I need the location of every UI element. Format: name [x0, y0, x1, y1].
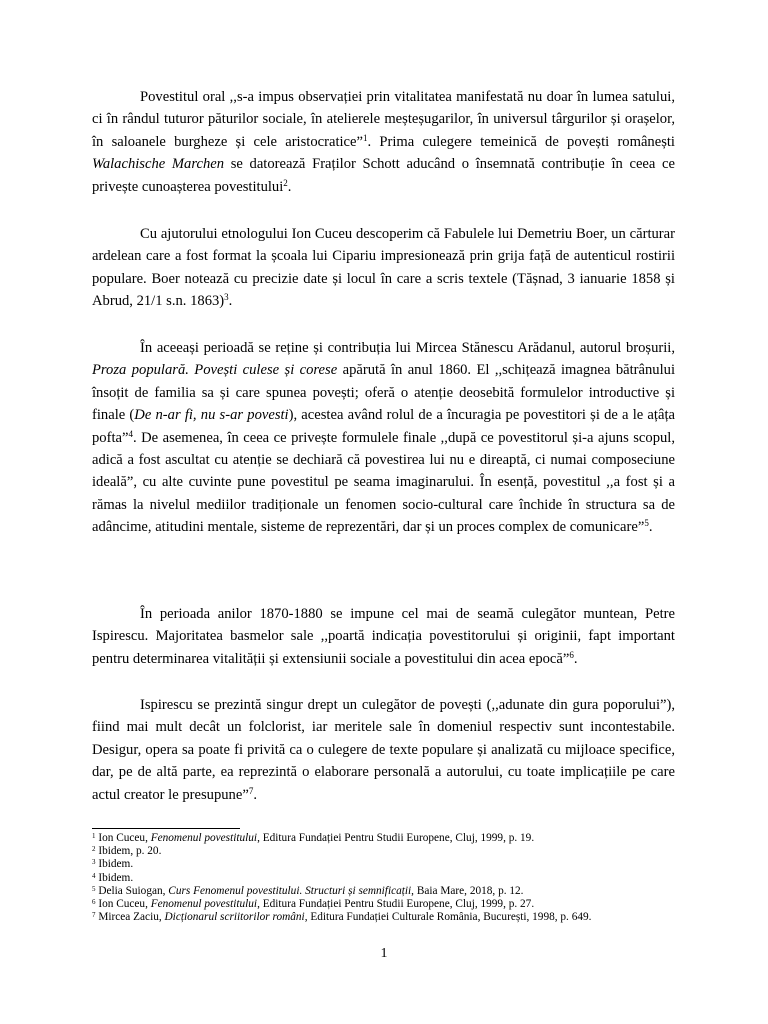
italic-text: Walachische Marchen [92, 156, 225, 173]
text-run: În perioada anilor 1870-1880 se impune cel mai de seamă culegător muntean, Petre Ispirescu. Majoritatea basmelor sale ,,poartă indicația povestitorului și originii, fapt important pentru determinarea vitalității și extensiunii sociale a povestitului din acea epocă” [92, 606, 675, 667]
text-run: apărută în anul 1860. El ,,schițează imagnea bătrânului însoțit de familia sa și care spunea povești; oferă o atenție deosebită formulelor introductive și finale ( [92, 362, 675, 424]
text-run: , Baia Mare, 2018, p. 12. [411, 884, 524, 897]
footnote-1 [92, 832, 692, 845]
text-run: . Prima culegere temeinică de povești românești [367, 133, 675, 150]
text-run: Ispirescu se prezintă singur drept un culegător de povești (,,adunate din gura poporului”), fiind mai mult decât un folclorist, iar meritele sale în domeniul respectiv sunt incontestabile. Desigur, opera sa poate fi privită ca o culegere de texte populare și analizată cu mijloace specifice, dar, pe de altă parte, ea reprezintă o elaborare personală a autorului, cu toate implicațiile pe care actul creator le presupune” [92, 697, 675, 803]
footnote-ref: 7 [248, 785, 254, 796]
text-run: , Editura Fundației Pentru Studii Europene, Cluj, 1999, p. 19. [257, 832, 535, 844]
text-run: , Editura Fundației Culturale România, București, 1998, p. 649. [304, 911, 592, 924]
paragraph-2 [92, 223, 675, 313]
footnote-ref: 5 [644, 518, 649, 529]
text-run: , Editura Fundației Pentru Studii Europene, Cluj, 1999, p. 27. [257, 898, 535, 911]
footnote-2 [92, 845, 692, 858]
text-run: Ion Cuceu, [95, 832, 151, 844]
paragraph-5 [92, 694, 675, 806]
text-run: Mircea Zaciu, [95, 911, 165, 924]
footnote-ref: 2 [92, 845, 96, 854]
footnote-ref: 3 [224, 292, 229, 303]
text-run: . De asemenea, în ceea ce privește formulele finale ,,după ce povestitorul și-a ajuns scopul, adică a fost ascultat cu atenție se dechiară că povestirea lui nu e direaptă, ci numai composeciune ideală”, cu alte cuvinte pune povestitul pe seama imaginarului. În esență, povestitul ,,a fost și a rămas la nivelul mediilor tradiționale un fenomen socio-cultural care închide în structura sa de adâncime, atitudini mentale, sisteme de reprezentări, dar și un proces complex de comunicare” [92, 429, 675, 536]
paragraph-1 [92, 86, 675, 198]
footnote-3 [92, 858, 692, 871]
footnote-ref: 3 [92, 858, 96, 867]
text-run: Cu ajutorului etnologului Ion Cuceu descoperim că Fabulele lui Demetriu Boer, un cărturar ardelean care a fost format la școala lui Cipariu impresionează prin grija față de autenticul rostirii populare. Boer notează cu precizie date și locul în care a scris textele (Tășnad, 3 ianuarie 1858 și Abrud, 21/1 s.n. 1863) [92, 226, 675, 310]
italic-text: Fenomenul povestitului [150, 898, 258, 911]
footnote-5 [92, 885, 692, 898]
footnote-ref: 5 [92, 884, 96, 893]
footnote-4 [92, 872, 692, 885]
text-run: În aceeași perioadă se reține și contribuția lui Mircea Stănescu Arădanul, autorul broșurii, [140, 340, 675, 356]
paragraph-3 [92, 337, 675, 539]
text-run: Delia Suiogan, [95, 884, 169, 897]
page-number: 1 [380, 946, 388, 961]
italic-text: Proza populară. Povești culese și corese [92, 362, 338, 379]
italic-text: Fenomenul povestitului [150, 832, 258, 844]
text-run: Ibidem. [95, 858, 134, 871]
footnote-ref: 2 [283, 177, 288, 188]
italic-text: De n-ar fi, nu s-ar povesti [134, 407, 289, 424]
text-run: . [573, 650, 578, 667]
footnote-6 [92, 898, 692, 911]
text-run: se datorează Fraților Schott aducând o însemnată contribuție în ceea ce privește cunoașterea povestitului [92, 156, 675, 195]
text-run: . [228, 293, 233, 310]
text-run: ), acestea având rolul de a încuragia pe povestitori și de a le ațâța pofta” [92, 407, 675, 446]
footnote-separator [92, 828, 240, 829]
footnote-7 [92, 911, 692, 924]
footnote-ref: 6 [92, 898, 96, 907]
text-run: . [253, 786, 257, 803]
footnotes-list [92, 832, 692, 924]
footnote-ref: 4 [128, 428, 133, 439]
footnote-ref: 4 [92, 871, 96, 880]
text-run: Povestitul oral ,,s-a impus observației prin vitalitatea manifestată nu doar în lumea satului, ci în rândul tuturor păturilor sociale, în atelierele meșteșugarilor, în universul târgurilor și orașelor, în saloanele burgheze și cele aristocratice” [92, 89, 675, 150]
text-run: Ibidem. [95, 871, 134, 884]
italic-text: Curs Fenomenul povestitului. Structuri și semnificații [168, 884, 412, 897]
paragraph-4 [92, 603, 675, 670]
text-run: Ibidem, p. 20. [95, 845, 162, 858]
footnote-ref: 7 [92, 911, 96, 920]
text-run: . [287, 178, 292, 195]
text-run: Ion Cuceu, [95, 898, 151, 911]
italic-text: Dicționarul scriitorilor români [164, 911, 305, 924]
footnote-ref: 6 [569, 649, 574, 660]
text-run: . [648, 519, 653, 536]
footnote-ref: 1 [92, 832, 96, 840]
footnote-ref: 1 [363, 132, 368, 143]
